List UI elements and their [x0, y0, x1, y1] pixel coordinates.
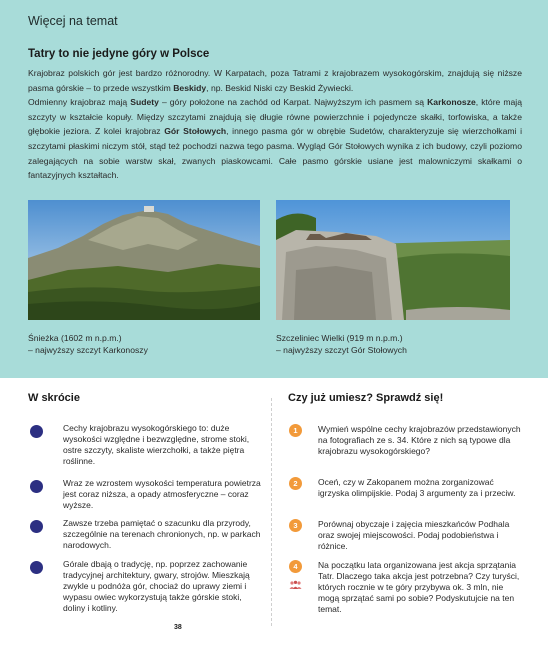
question-number: 2: [289, 477, 302, 490]
caption-szczeliniec: Szczeliniec Wielki (919 m n.p.m.) – najwyższy szczyt Gór Stołowych: [276, 333, 407, 355]
quiz-item: 1 Wymień wspólne cechy krajobrazów przedstawionych na fotografiach ze s. 34. Które z nich są typowe dla krajobrazu wysokogórskiego?: [289, 424, 521, 457]
summary-item: Cechy krajobrazu wysokogórskiego to: duże wysokości względne i bezwzględne, strome stoki, ostre szczyty, skaliste wierzchołki, a także piętra roślinne.: [30, 423, 262, 467]
photo-szczeliniec: [276, 200, 510, 320]
box-paragraph-2: Odmienny krajobraz mają Sudety – góry położone na zachód od Karpat. Najwyższym ich pasmem są Karkonosze, które mają szczyty w kształcie kopuły. Między szczytami znajdują się długie równe powierzchnie i pojedyncze skałki, torfowiska, a także głębokie jeziora. Z kolei krajobraz Gór Stołowych, innego pasma gór w obrębie Sudetów, charakteryzuje się wierzchołkami i szczytami płaskimi niczym stół, stąd też pochodzi nazwa tego pasma. Wygląd Gór Stołowych wynika z ich budowy, czyli poziomo zalegających na sobie warstw skał, zwanych piaskowcami. Całe pasmo górskie usiane jest malowniczymi skałkami o fantazyjnych kształtach.: [28, 97, 523, 181]
caption-sniezka: Śnieżka (1602 m n.p.m.) – najwyższy szczyt Karkonoszy: [28, 333, 148, 355]
quiz-title: Czy już umiesz? Sprawdź się!: [288, 392, 444, 404]
bullet-dot: [30, 425, 43, 438]
bullet-dot: [30, 520, 43, 533]
summary-title: W skrócie: [28, 392, 80, 404]
group-discussion-icon: [289, 577, 302, 595]
term-gory-stolowe: Gór Stołowych: [164, 126, 227, 137]
box-paragraph-1: Krajobraz polskich gór jest bardzo różnorodny. W Karpatach, poza Tatrami z krajobrazem wysokogórskim, znajdują się niższe pasma górskie – to przede wszystkim Beskidy, np. Beskid Niski czy Beskid Żywiecki.: [28, 68, 522, 93]
section-title: Więcej na temat: [28, 14, 118, 28]
term-beskidy: Beskidy: [173, 82, 207, 93]
term-karkonosze: Karkonosze: [427, 97, 476, 108]
question-number: 3: [289, 519, 302, 532]
column-divider: [271, 398, 272, 626]
box-title: Tatry to nie jedyne góry w Polsce: [28, 48, 210, 60]
summary-item: Zawsze trzeba pamiętać o szacunku dla przyrody, szczególnie na terenach chronionych, np. w parkach narodowych.: [30, 518, 262, 551]
quiz-item: 3 Porównaj obyczaje i zajęcia mieszkańców Podhala oraz swojej miejscowości. Podaj podobieństwa i różnice.: [289, 519, 521, 552]
photo-sniezka: [28, 200, 260, 320]
quiz-item: 2 Oceń, czy w Zakopanem można zorganizować igrzyska olimpijskie. Podaj 3 argumenty za i przeciw.: [289, 477, 521, 499]
question-number: 4: [289, 560, 302, 573]
term-sudety: Sudety: [130, 97, 159, 108]
page-number: 38: [174, 624, 182, 631]
summary-item: Wraz ze wzrostem wysokości temperatura powietrza jest coraz niższa, a opady atmosferyczne – coraz wyższe.: [30, 478, 262, 511]
question-number: 1: [289, 424, 302, 437]
quiz-item: 4 Na początku lata organizowana jest akcja sprzątania Tatr. Dlaczego taka akcja jest potrzebna? Czy turyści, których rocznie w te góry przybywa ok. 3 mln, nie mogą sprzątać sami po sobie? Podyskutujcie na ten temat.: [289, 560, 521, 615]
bullet-dot: [30, 480, 43, 493]
bullet-dot: [30, 561, 43, 574]
summary-item: Górale dbają o tradycję, np. poprzez zachowanie tradycyjnej architektury, gwary, strojów. Mieszkają zwykle u podnóża gór, chociaż do uprawy ziemi i wypasu owiec wykorzystują także górskie stoki, doliny i kotliny.: [30, 559, 262, 614]
box-body: [28, 66, 522, 183]
